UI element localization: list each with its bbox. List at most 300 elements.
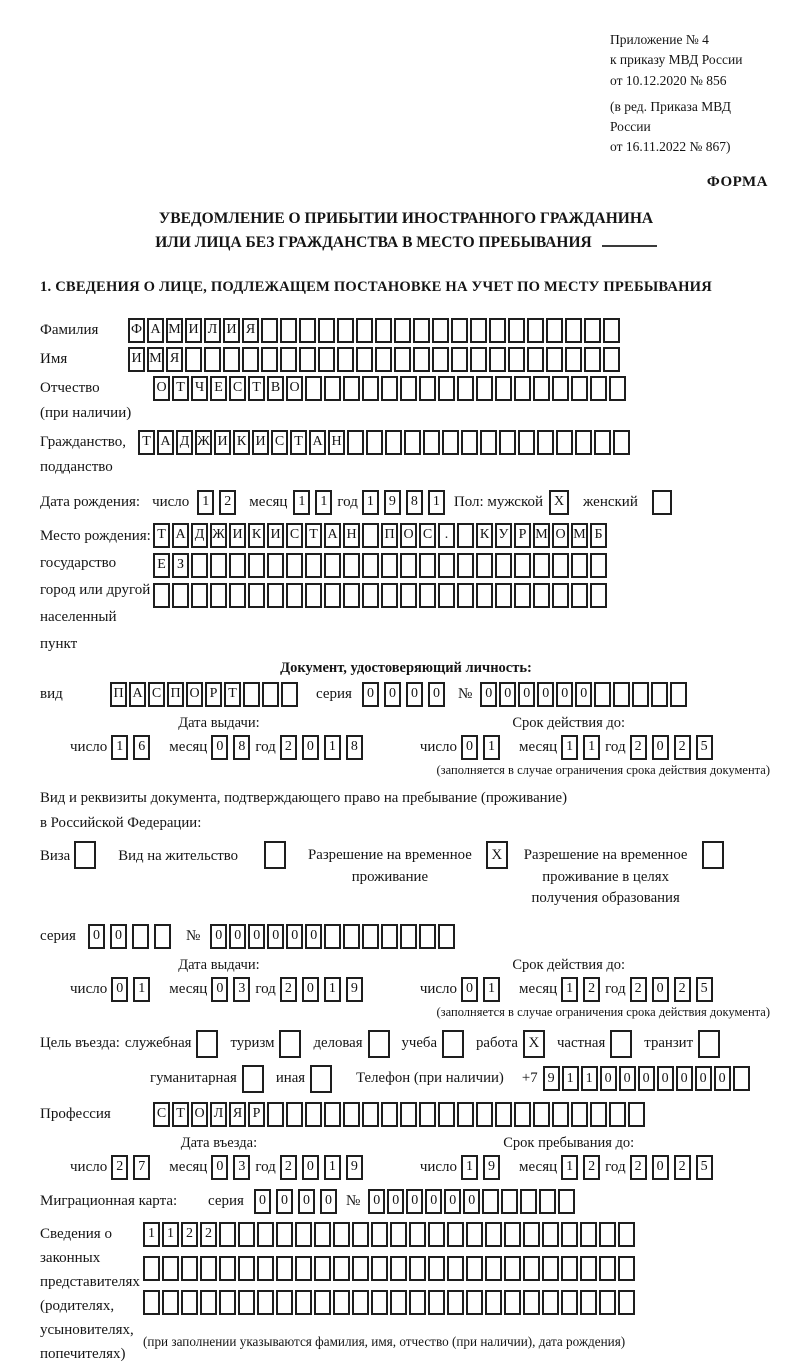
char-cell[interactable]: 2 <box>674 1155 691 1180</box>
char-cell[interactable] <box>466 1222 483 1247</box>
char-cell[interactable] <box>196 1030 218 1058</box>
char-cell[interactable] <box>618 1290 635 1315</box>
char-cell[interactable] <box>470 347 487 372</box>
char-cell[interactable] <box>561 1222 578 1247</box>
char-cell[interactable]: X <box>523 1030 545 1058</box>
char-cell[interactable] <box>242 347 259 372</box>
char-cell[interactable] <box>281 682 298 707</box>
char-cell[interactable] <box>670 682 687 707</box>
char-cell[interactable]: 0 <box>88 924 105 949</box>
char-cell[interactable] <box>514 583 531 608</box>
char-cell[interactable]: 9 <box>346 977 363 1002</box>
char-cell[interactable] <box>314 1222 331 1247</box>
char-cell[interactable] <box>485 1290 502 1315</box>
char-cell[interactable] <box>413 347 430 372</box>
char-cell[interactable] <box>594 430 611 455</box>
char-cell[interactable] <box>514 553 531 578</box>
purpose-business-checkbox[interactable] <box>368 1030 390 1058</box>
char-cell[interactable] <box>514 1102 531 1127</box>
char-cell[interactable]: 1 <box>315 490 332 515</box>
char-cell[interactable]: . <box>438 523 455 548</box>
char-cell[interactable]: И <box>267 523 284 548</box>
char-cell[interactable]: 0 <box>444 1189 461 1214</box>
char-cell[interactable] <box>489 318 506 343</box>
char-cell[interactable]: О <box>286 376 303 401</box>
char-cell[interactable] <box>404 430 421 455</box>
char-cell[interactable] <box>499 430 516 455</box>
char-cell[interactable]: 1 <box>461 1155 478 1180</box>
char-cell[interactable] <box>400 583 417 608</box>
char-cell[interactable]: Ж <box>210 523 227 548</box>
char-cell[interactable]: 0 <box>657 1066 674 1091</box>
char-cell[interactable] <box>74 841 96 869</box>
char-cell[interactable]: У <box>495 523 512 548</box>
char-cell[interactable]: 2 <box>200 1222 217 1247</box>
char-cell[interactable]: 1 <box>162 1222 179 1247</box>
char-cell[interactable]: А <box>309 430 326 455</box>
char-cell[interactable] <box>295 1256 312 1281</box>
char-cell[interactable] <box>457 583 474 608</box>
temp-residence-edu-checkbox[interactable] <box>702 841 724 869</box>
char-cell[interactable]: 1 <box>324 1155 341 1180</box>
char-cell[interactable]: 2 <box>280 977 297 1002</box>
char-cell[interactable] <box>343 583 360 608</box>
char-cell[interactable] <box>652 490 672 515</box>
char-cell[interactable]: Н <box>328 430 345 455</box>
char-cell[interactable] <box>542 1290 559 1315</box>
visa-checkbox[interactable] <box>74 841 96 869</box>
char-cell[interactable]: М <box>166 318 183 343</box>
char-cell[interactable] <box>295 1222 312 1247</box>
char-cell[interactable] <box>419 376 436 401</box>
char-cell[interactable]: 8 <box>346 735 363 760</box>
char-cell[interactable] <box>485 1222 502 1247</box>
char-cell[interactable] <box>546 318 563 343</box>
char-cell[interactable]: 1 <box>133 977 150 1002</box>
char-cell[interactable] <box>590 376 607 401</box>
char-cell[interactable] <box>504 1256 521 1281</box>
char-cell[interactable] <box>368 1030 390 1058</box>
char-cell[interactable] <box>352 1290 369 1315</box>
char-cell[interactable]: 0 <box>463 1189 480 1214</box>
char-cell[interactable]: 8 <box>406 490 423 515</box>
char-cell[interactable] <box>552 1102 569 1127</box>
char-cell[interactable]: О <box>153 376 170 401</box>
purpose-humanitarian-checkbox[interactable] <box>242 1065 264 1093</box>
char-cell[interactable]: 0 <box>676 1066 693 1091</box>
char-cell[interactable] <box>603 318 620 343</box>
char-cell[interactable] <box>286 583 303 608</box>
char-cell[interactable] <box>324 553 341 578</box>
char-cell[interactable]: 9 <box>346 1155 363 1180</box>
char-cell[interactable]: Т <box>248 376 265 401</box>
char-cell[interactable]: 0 <box>368 1189 385 1214</box>
char-cell[interactable] <box>362 553 379 578</box>
char-cell[interactable] <box>482 1189 499 1214</box>
char-cell[interactable]: А <box>129 682 146 707</box>
char-cell[interactable] <box>333 1222 350 1247</box>
char-cell[interactable]: 0 <box>210 924 227 949</box>
char-cell[interactable] <box>561 1256 578 1281</box>
char-cell[interactable]: 1 <box>483 977 500 1002</box>
char-cell[interactable] <box>267 553 284 578</box>
char-cell[interactable] <box>324 376 341 401</box>
char-cell[interactable] <box>314 1290 331 1315</box>
char-cell[interactable] <box>191 583 208 608</box>
char-cell[interactable]: Ж <box>195 430 212 455</box>
char-cell[interactable]: Н <box>343 523 360 548</box>
char-cell[interactable] <box>552 553 569 578</box>
char-cell[interactable]: 2 <box>280 1155 297 1180</box>
char-cell[interactable] <box>546 347 563 372</box>
char-cell[interactable]: 0 <box>406 1189 423 1214</box>
char-cell[interactable] <box>343 553 360 578</box>
char-cell[interactable] <box>394 318 411 343</box>
char-cell[interactable]: 0 <box>425 1189 442 1214</box>
char-cell[interactable] <box>243 682 260 707</box>
char-cell[interactable] <box>362 376 379 401</box>
char-cell[interactable] <box>508 318 525 343</box>
char-cell[interactable] <box>584 318 601 343</box>
char-cell[interactable]: 0 <box>211 1155 228 1180</box>
char-cell[interactable]: 2 <box>674 735 691 760</box>
char-cell[interactable]: С <box>271 430 288 455</box>
char-cell[interactable] <box>143 1290 160 1315</box>
char-cell[interactable]: 0 <box>480 682 497 707</box>
purpose-tourism-checkbox[interactable] <box>279 1030 301 1058</box>
char-cell[interactable]: Л <box>210 1102 227 1127</box>
char-cell[interactable]: 0 <box>499 682 516 707</box>
char-cell[interactable]: И <box>223 318 240 343</box>
char-cell[interactable]: 5 <box>696 977 713 1002</box>
char-cell[interactable]: А <box>172 523 189 548</box>
char-cell[interactable]: 1 <box>293 490 310 515</box>
char-cell[interactable] <box>558 1189 575 1214</box>
char-cell[interactable] <box>447 1222 464 1247</box>
char-cell[interactable]: 0 <box>211 977 228 1002</box>
char-cell[interactable] <box>381 376 398 401</box>
char-cell[interactable]: 1 <box>583 735 600 760</box>
char-cell[interactable] <box>219 1222 236 1247</box>
char-cell[interactable] <box>257 1222 274 1247</box>
char-cell[interactable]: 2 <box>630 977 647 1002</box>
char-cell[interactable] <box>200 1290 217 1315</box>
char-cell[interactable] <box>461 430 478 455</box>
sex-female-checkbox[interactable] <box>652 490 672 515</box>
char-cell[interactable] <box>489 347 506 372</box>
char-cell[interactable]: А <box>157 430 174 455</box>
char-cell[interactable] <box>442 1030 464 1058</box>
char-cell[interactable] <box>495 376 512 401</box>
char-cell[interactable] <box>580 1290 597 1315</box>
char-cell[interactable]: Р <box>205 682 222 707</box>
char-cell[interactable]: Т <box>224 682 241 707</box>
char-cell[interactable] <box>533 553 550 578</box>
char-cell[interactable] <box>172 583 189 608</box>
char-cell[interactable] <box>286 1102 303 1127</box>
char-cell[interactable]: 0 <box>619 1066 636 1091</box>
char-cell[interactable] <box>191 553 208 578</box>
char-cell[interactable] <box>613 430 630 455</box>
char-cell[interactable] <box>702 841 724 869</box>
char-cell[interactable] <box>476 583 493 608</box>
char-cell[interactable] <box>371 1222 388 1247</box>
char-cell[interactable] <box>381 553 398 578</box>
char-cell[interactable]: 6 <box>133 735 150 760</box>
char-cell[interactable]: И <box>229 523 246 548</box>
sex-male-checkbox[interactable] <box>549 490 569 515</box>
char-cell[interactable]: 9 <box>384 490 401 515</box>
char-cell[interactable]: К <box>248 523 265 548</box>
char-cell[interactable] <box>318 347 335 372</box>
char-cell[interactable] <box>400 553 417 578</box>
char-cell[interactable] <box>438 376 455 401</box>
char-cell[interactable] <box>419 1102 436 1127</box>
char-cell[interactable] <box>632 682 649 707</box>
char-cell[interactable]: М <box>571 523 588 548</box>
purpose-official-checkbox[interactable] <box>196 1030 218 1058</box>
char-cell[interactable] <box>599 1290 616 1315</box>
char-cell[interactable] <box>495 553 512 578</box>
char-cell[interactable]: 0 <box>302 1155 319 1180</box>
char-cell[interactable] <box>556 430 573 455</box>
char-cell[interactable]: 0 <box>652 735 669 760</box>
char-cell[interactable] <box>305 553 322 578</box>
char-cell[interactable] <box>504 1222 521 1247</box>
char-cell[interactable] <box>447 1290 464 1315</box>
char-cell[interactable]: 0 <box>254 1189 271 1214</box>
char-cell[interactable] <box>552 376 569 401</box>
char-cell[interactable]: 0 <box>638 1066 655 1091</box>
char-cell[interactable] <box>264 841 286 869</box>
char-cell[interactable]: 2 <box>674 977 691 1002</box>
char-cell[interactable] <box>219 1256 236 1281</box>
char-cell[interactable] <box>248 583 265 608</box>
residence-permit-checkbox[interactable] <box>264 841 286 869</box>
char-cell[interactable] <box>451 318 468 343</box>
char-cell[interactable] <box>457 1102 474 1127</box>
purpose-private-checkbox[interactable] <box>610 1030 632 1058</box>
char-cell[interactable]: 9 <box>543 1066 560 1091</box>
char-cell[interactable] <box>533 583 550 608</box>
char-cell[interactable] <box>238 1256 255 1281</box>
char-cell[interactable] <box>413 318 430 343</box>
char-cell[interactable] <box>466 1256 483 1281</box>
char-cell[interactable] <box>390 1290 407 1315</box>
char-cell[interactable] <box>428 1222 445 1247</box>
char-cell[interactable]: 0 <box>302 735 319 760</box>
char-cell[interactable]: 0 <box>652 977 669 1002</box>
char-cell[interactable] <box>362 924 379 949</box>
char-cell[interactable] <box>476 376 493 401</box>
char-cell[interactable]: 1 <box>581 1066 598 1091</box>
char-cell[interactable] <box>324 1102 341 1127</box>
char-cell[interactable] <box>204 347 221 372</box>
char-cell[interactable]: О <box>400 523 417 548</box>
char-cell[interactable]: 2 <box>583 1155 600 1180</box>
char-cell[interactable] <box>229 583 246 608</box>
char-cell[interactable] <box>451 347 468 372</box>
char-cell[interactable] <box>375 347 392 372</box>
char-cell[interactable] <box>470 318 487 343</box>
char-cell[interactable]: З <box>172 553 189 578</box>
char-cell[interactable] <box>153 583 170 608</box>
char-cell[interactable]: 1 <box>111 735 128 760</box>
char-cell[interactable]: О <box>552 523 569 548</box>
char-cell[interactable]: П <box>381 523 398 548</box>
char-cell[interactable]: Т <box>172 376 189 401</box>
char-cell[interactable] <box>400 1102 417 1127</box>
char-cell[interactable] <box>143 1256 160 1281</box>
char-cell[interactable]: Я <box>242 318 259 343</box>
char-cell[interactable] <box>495 1102 512 1127</box>
char-cell[interactable] <box>603 347 620 372</box>
char-cell[interactable]: 1 <box>143 1222 160 1247</box>
char-cell[interactable] <box>409 1290 426 1315</box>
char-cell[interactable]: Е <box>210 376 227 401</box>
char-cell[interactable] <box>438 583 455 608</box>
char-cell[interactable] <box>276 1256 293 1281</box>
char-cell[interactable]: 0 <box>320 1189 337 1214</box>
char-cell[interactable] <box>305 376 322 401</box>
char-cell[interactable]: 0 <box>229 924 246 949</box>
char-cell[interactable]: 1 <box>324 735 341 760</box>
char-cell[interactable] <box>362 1102 379 1127</box>
char-cell[interactable] <box>447 1256 464 1281</box>
char-cell[interactable] <box>242 1065 264 1093</box>
char-cell[interactable]: К <box>233 430 250 455</box>
char-cell[interactable] <box>229 553 246 578</box>
char-cell[interactable] <box>343 1102 360 1127</box>
char-cell[interactable]: П <box>167 682 184 707</box>
char-cell[interactable] <box>523 1222 540 1247</box>
char-cell[interactable] <box>337 318 354 343</box>
char-cell[interactable]: 1 <box>561 1155 578 1180</box>
char-cell[interactable] <box>432 347 449 372</box>
char-cell[interactable] <box>590 1102 607 1127</box>
char-cell[interactable]: И <box>252 430 269 455</box>
char-cell[interactable] <box>575 430 592 455</box>
char-cell[interactable] <box>356 347 373 372</box>
purpose-other-checkbox[interactable] <box>310 1065 332 1093</box>
char-cell[interactable]: Т <box>290 430 307 455</box>
char-cell[interactable] <box>366 430 383 455</box>
char-cell[interactable] <box>347 430 364 455</box>
char-cell[interactable] <box>428 1290 445 1315</box>
char-cell[interactable] <box>409 1222 426 1247</box>
char-cell[interactable]: 1 <box>483 735 500 760</box>
char-cell[interactable]: 1 <box>197 490 214 515</box>
char-cell[interactable]: С <box>229 376 246 401</box>
char-cell[interactable]: К <box>476 523 493 548</box>
char-cell[interactable] <box>571 553 588 578</box>
char-cell[interactable]: 5 <box>696 1155 713 1180</box>
char-cell[interactable] <box>371 1256 388 1281</box>
char-cell[interactable]: Р <box>514 523 531 548</box>
char-cell[interactable]: Д <box>176 430 193 455</box>
char-cell[interactable]: 2 <box>630 735 647 760</box>
char-cell[interactable] <box>248 553 265 578</box>
char-cell[interactable] <box>571 583 588 608</box>
char-cell[interactable] <box>238 1290 255 1315</box>
char-cell[interactable]: А <box>147 318 164 343</box>
char-cell[interactable]: П <box>110 682 127 707</box>
char-cell[interactable] <box>200 1256 217 1281</box>
char-cell[interactable] <box>423 430 440 455</box>
char-cell[interactable]: 7 <box>133 1155 150 1180</box>
char-cell[interactable]: Ч <box>191 376 208 401</box>
char-cell[interactable]: 3 <box>233 977 250 1002</box>
char-cell[interactable] <box>432 318 449 343</box>
char-cell[interactable] <box>381 924 398 949</box>
char-cell[interactable] <box>428 1256 445 1281</box>
char-cell[interactable]: Р <box>248 1102 265 1127</box>
char-cell[interactable] <box>438 924 455 949</box>
char-cell[interactable]: 0 <box>556 682 573 707</box>
char-cell[interactable] <box>162 1256 179 1281</box>
char-cell[interactable] <box>400 924 417 949</box>
char-cell[interactable] <box>609 1102 626 1127</box>
char-cell[interactable]: 0 <box>575 682 592 707</box>
char-cell[interactable] <box>375 318 392 343</box>
char-cell[interactable]: 0 <box>406 682 423 707</box>
char-cell[interactable]: Т <box>172 1102 189 1127</box>
char-cell[interactable] <box>527 347 544 372</box>
char-cell[interactable] <box>514 376 531 401</box>
char-cell[interactable] <box>533 1102 550 1127</box>
char-cell[interactable]: Я <box>166 347 183 372</box>
char-cell[interactable] <box>295 1290 312 1315</box>
char-cell[interactable] <box>419 583 436 608</box>
char-cell[interactable] <box>504 1290 521 1315</box>
char-cell[interactable] <box>533 376 550 401</box>
char-cell[interactable] <box>571 1102 588 1127</box>
char-cell[interactable]: О <box>191 1102 208 1127</box>
char-cell[interactable] <box>590 583 607 608</box>
char-cell[interactable] <box>337 347 354 372</box>
char-cell[interactable] <box>457 376 474 401</box>
char-cell[interactable] <box>438 553 455 578</box>
char-cell[interactable] <box>257 1290 274 1315</box>
char-cell[interactable] <box>279 1030 301 1058</box>
char-cell[interactable]: 0 <box>537 682 554 707</box>
char-cell[interactable]: 9 <box>483 1155 500 1180</box>
char-cell[interactable]: Т <box>305 523 322 548</box>
char-cell[interactable] <box>324 583 341 608</box>
char-cell[interactable] <box>476 1102 493 1127</box>
char-cell[interactable]: Д <box>191 523 208 548</box>
char-cell[interactable] <box>343 376 360 401</box>
char-cell[interactable] <box>276 1222 293 1247</box>
char-cell[interactable] <box>466 1290 483 1315</box>
char-cell[interactable]: 2 <box>630 1155 647 1180</box>
char-cell[interactable]: 2 <box>583 977 600 1002</box>
char-cell[interactable]: М <box>533 523 550 548</box>
char-cell[interactable] <box>333 1256 350 1281</box>
char-cell[interactable] <box>333 1290 350 1315</box>
char-cell[interactable] <box>518 430 535 455</box>
char-cell[interactable] <box>362 523 379 548</box>
char-cell[interactable] <box>162 1290 179 1315</box>
char-cell[interactable] <box>154 924 171 949</box>
char-cell[interactable] <box>299 318 316 343</box>
char-cell[interactable] <box>343 924 360 949</box>
char-cell[interactable]: 2 <box>181 1222 198 1247</box>
char-cell[interactable]: 0 <box>267 924 284 949</box>
char-cell[interactable]: Я <box>229 1102 246 1127</box>
char-cell[interactable]: 0 <box>305 924 322 949</box>
char-cell[interactable]: 1 <box>561 977 578 1002</box>
